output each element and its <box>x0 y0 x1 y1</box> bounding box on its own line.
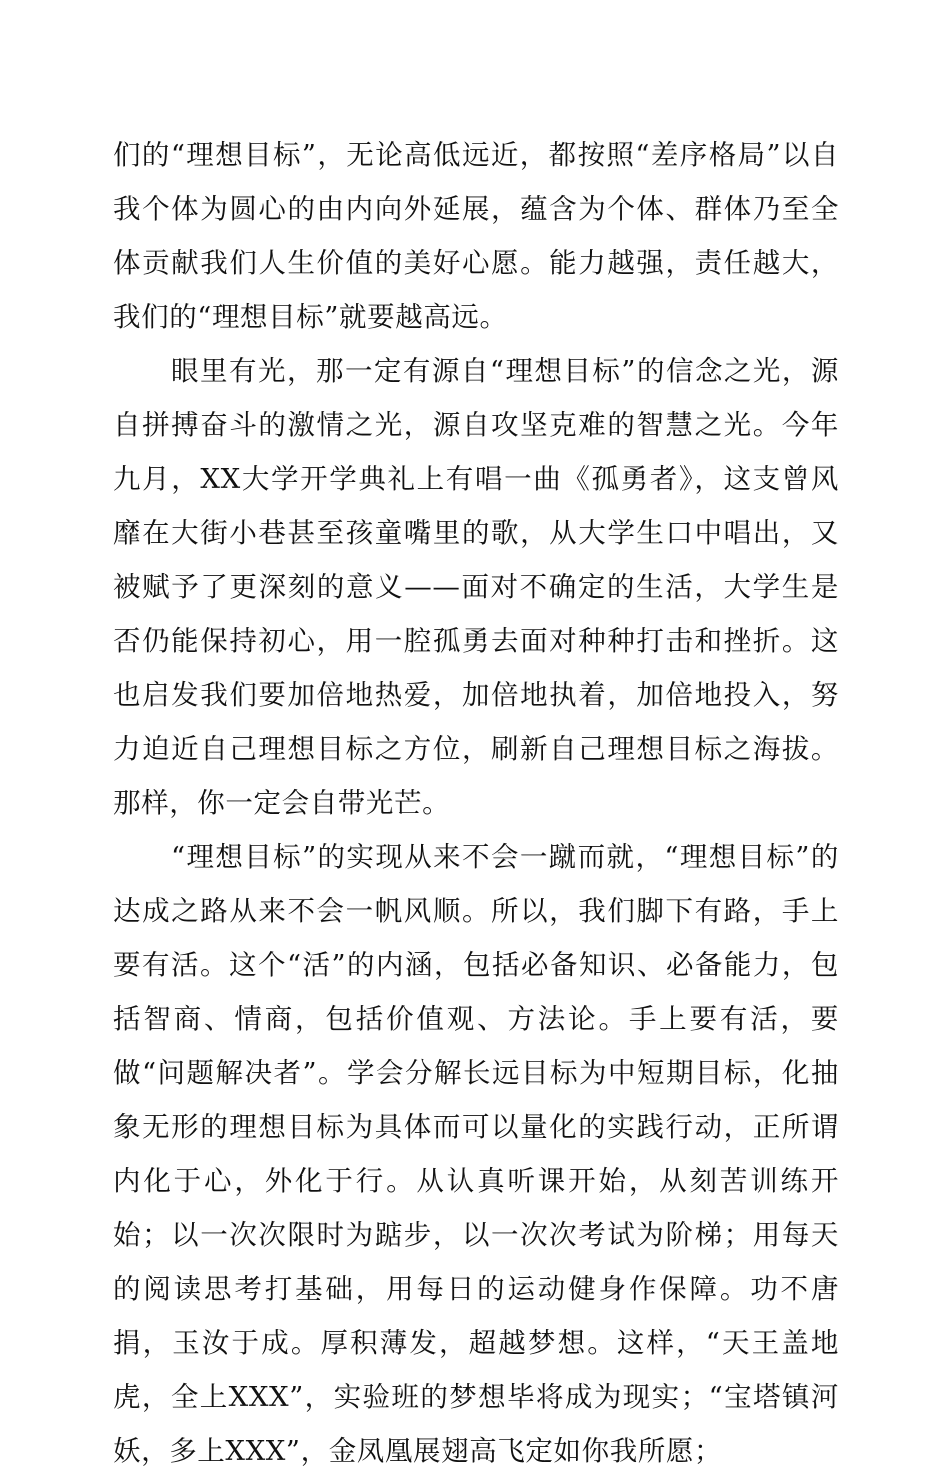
paragraph: 眼里有光，那一定有源自“理想目标”的信念之光，源自拼搏奋斗的激情之光，源自攻坚克难的智慧之光。今年九月，XX大学开学典礼上有唱一曲《孤勇者》，这支曾风靡在大街小巷甚至孩童嘴里的歌，从大学生口中唱出，又被赋予了更深刻的意义——面对不确定的生活，大学生是否仍能保持初心，用一腔孤勇去面对种种打击和挫折。这也启发我们要加倍地热爱，加倍地执着，加倍地投入，努力迫近自己理想目标之方位，刷新自己理想目标之海拔。那样，你一定会自带光芒。 <box>113 355 839 819</box>
paragraph: 们的“理想目标”，无论高低远近，都按照“差序格局”以自我个体为圆心的由内向外延展，蕴含为个体、群体乃至全体贡献我们人生价值的美好心愿。能力越强，责任越大，我们的“理想目标”就要越高远。 <box>113 139 839 333</box>
paragraph: “理想目标”的实现从来不会一蹴而就，“理想目标”的达成之路从来不会一帆风顺。所以，我们脚下有路，手上要有活。这个“活”的内涵，包括必备知识、必备能力，包括智商、情商，包括价值观、方法论。手上要有活，要做“问题解决者”。学会分解长远目标为中短期目标，化抽象无形的理想目标为具体而可以量化的实践行动，正所谓内化于心，外化于行。从认真听课开始，从刻苦训练开始；以一次次限时为踮步，以一次次考试为阶梯；用每天的阅读思考打基础，用每日的运动健身作保障。功不唐捐，玉汝于成。厚积薄发，超越梦想。这样，“天王盖地虎，全上XXX”，实验班的梦想毕将成为现实；“宝塔镇河妖，多上XXX”，金凤凰展翅高飞定如你我所愿； <box>113 841 839 1467</box>
document-body <box>113 128 839 1478</box>
